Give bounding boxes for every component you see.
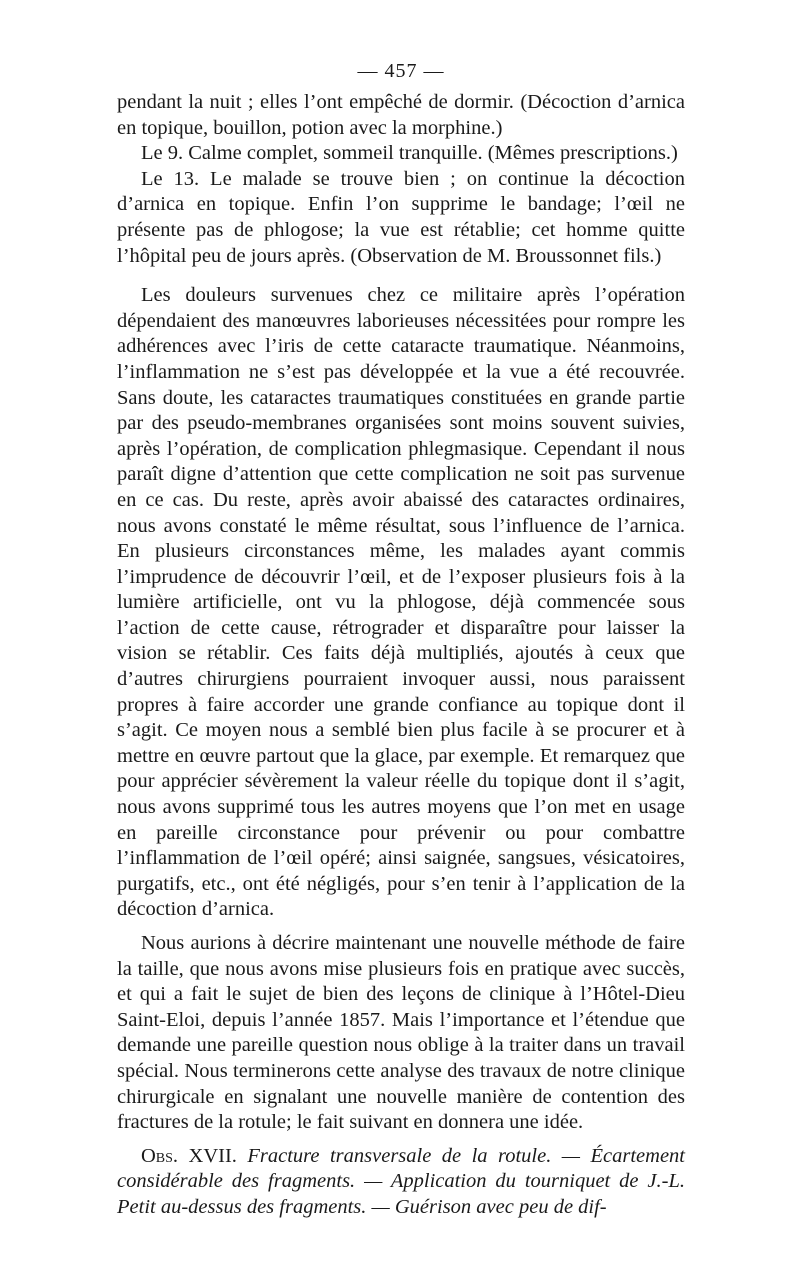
- observation-title: Fracture transversale de la rotule. — Écartement considérable des fragments. — Application du tourniquet de J.-L. Petit au-dessus des fragments. — Guérison avec peu de dif-: [117, 1144, 685, 1218]
- page: [117, 58, 685, 1221]
- observation-label: Obs. XVII.: [141, 1144, 237, 1167]
- paragraph-new-method: Nous aurions à décrire maintenant une nouvelle méthode de faire la taille, que nous avons mise plusieurs fois en pratique avec succès, et qui a fait le sujet de bien des leçons de clinique à l’Hôtel-Dieu Saint-Eloi, depuis l’année 1857. Mais l’importance et l’étendue que demande une pareille question nous oblige à la traiter dans un travail spécial. Nous terminerons cette analyse des travaux de notre clinique chirurgicale en signalant une nouvelle manière de contention des fractures de la rotule; le fait suivant en donnera une idée.: [117, 932, 685, 1134]
- page-number: — 457 —: [357, 60, 445, 82]
- paragraph-discussion: Les douleurs survenues chez ce militaire après l’opération dépendaient des manœuvres laborieuses nécessitées pour rompre les adhérences avec l’iris de cette cataracte traumatique. Néanmoins, l’inflammation ne s’est pas développée et la vue a été recouvrée. Sans doute, les cataractes traumatiques constituées en grande partie par des pseudo-membranes organisées sont moins souvent suivies, après l’opération, de complication phlegmasique. Cependant il nous paraît digne d’attention que cette complication ne soit pas survenue en ce cas. Du reste, après avoir abaissé des cataractes ordinaires, nous avons constaté le même résultat, sous l’influence de l’arnica. En plusieurs circonstances même, les malades ayant commis l’imprudence de découvrir l’œil, et de l’exposer plusieurs fois à la lumière artificielle, ont vu la phlogose, déjà commencée sous l’action de cette cause, rétrograder et disparaître pour laisser la vision se rétablir. Ces faits déjà multipliés, ajoutés à ceux que d’autres chirurgiens pourraient invoquer aussi, nous paraissent propres à faire accorder une grande confiance au topique dont il s’agit. Ce moyen nous a semblé bien plus facile à se procurer et à mettre en œuvre partout que la glace, par exemple. Et remarquez que pour apprécier sévèrement la valeur réelle du topique dont il s’agit, nous avons supprimé tous les autres moyens que l’on met en usage en pareille circonstance pour prévenir ou pour combattre l’inflammation de l’œil opéré; ainsi saignée, sangsues, vésicatoires, purgatifs, etc., ont été négligés, pour s’en tenir à l’application de la décoction d’arnica.: [117, 284, 685, 921]
- paragraph-day-9: Le 9. Calme complet, sommeil tranquille. (Mêmes prescriptions.): [141, 142, 678, 165]
- paragraph-day-13: Le 13. Le malade se trouve bien ; on continue la décoction d’arnica en topique. Enfin l’on supprime le bandage; l’œil ne présente pas de phlogose; la vue est rétablie; cet homme quitte l’hôpital peu de jours après. (Observation de M. Broussonnet fils.): [117, 167, 685, 267]
- observation-heading: [117, 1144, 685, 1221]
- paragraph-continuation: pendant la nuit ; elles l’ont empêché de dormir. (Décoction d’arnica en topique, bouillon, potion avec la morphine.): [117, 91, 685, 139]
